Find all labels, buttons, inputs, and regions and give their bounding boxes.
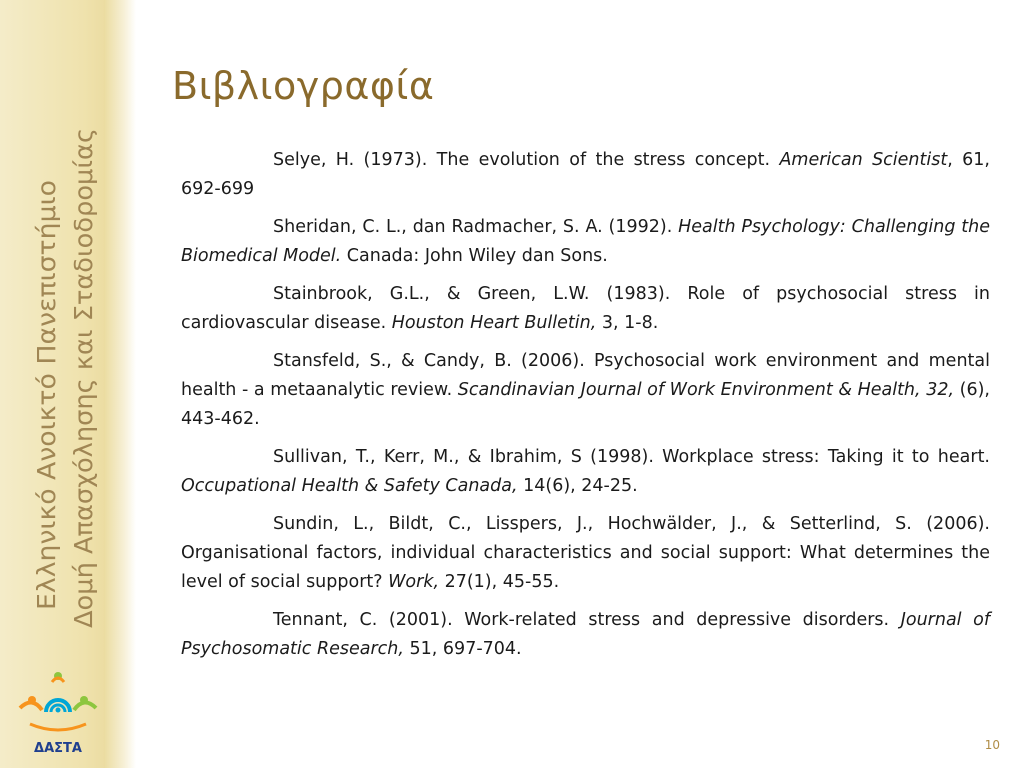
reference-details: 3, 1-8. xyxy=(596,313,659,333)
reference-source: Houston Heart Bulletin, xyxy=(391,313,597,333)
reference-item xyxy=(181,213,990,271)
reference-item xyxy=(181,510,990,597)
page-title: Βιβλιογραφία xyxy=(172,64,435,108)
reference-source: Occupational Health & Safety Canada, xyxy=(181,476,518,496)
sidebar-line2: Δομή Απασχόλησης και Σταδιοδρομίας xyxy=(69,140,98,628)
reference-details: 14(6), 24-25. xyxy=(517,476,638,496)
reference-text: Sullivan, T., Kerr, M., & Ibrahim, S (1998). Workplace stress: Taking it to heart. xyxy=(273,447,990,467)
reference-source: Health Psychology: Challenging the Biomedical Model. xyxy=(181,217,990,266)
reference-details: 51, 697-704. xyxy=(403,639,522,659)
reference-details: 27(1), 45-55. xyxy=(439,572,560,592)
reference-text: Sheridan, C. L., dan Radmacher, S. A. (1992). xyxy=(273,217,679,237)
sidebar-text xyxy=(0,0,120,768)
reference-details: , 61, 692-699 xyxy=(181,150,990,199)
dasta-logo xyxy=(12,666,104,756)
reference-source: American Scientist xyxy=(779,150,948,170)
page-number: 10 xyxy=(984,738,1000,752)
reference-item xyxy=(181,280,990,338)
reference-item xyxy=(181,606,990,664)
reference-source: Scandinavian Journal of Work Environment & Health, 32, xyxy=(457,380,955,400)
reference-item xyxy=(181,347,990,434)
reference-text: Selye, H. (1973). The evolution of the stress concept. xyxy=(273,150,780,170)
reference-text: Tennant, C. (2001). Work-related stress and depressive disorders. xyxy=(273,610,901,630)
sidebar-line1: Ελληνικό Ανοικτό Πανεπιστήμιο xyxy=(32,207,61,610)
reference-source: Work, xyxy=(388,572,440,592)
reference-details: Canada: John Wiley dan Sons. xyxy=(341,246,608,266)
reference-text: Stansfeld, S., & Candy, B. (2006). Psychosocial work environment and mental health - a metaanalytic review. xyxy=(181,351,990,400)
reference-source: Journal of Psychosomatic Research, xyxy=(181,610,991,659)
logo-label: ΔΑΣΤΑ xyxy=(34,741,82,756)
reference-details: (6), 443-462. xyxy=(181,380,990,429)
reference-text: Sundin, L., Bildt, C., Lisspers, J., Hochwälder, J., & Setterlind, S. (2006). Organisational factors, individual characteristics and social support: What determines the level of social support? xyxy=(181,514,990,592)
reference-text: Stainbrook, G.L., & Green, L.W. (1983). Role of psychosocial stress in cardiovascular disease. xyxy=(181,284,990,333)
reference-item xyxy=(181,146,990,204)
reference-list xyxy=(181,146,990,673)
reference-item xyxy=(181,443,990,501)
